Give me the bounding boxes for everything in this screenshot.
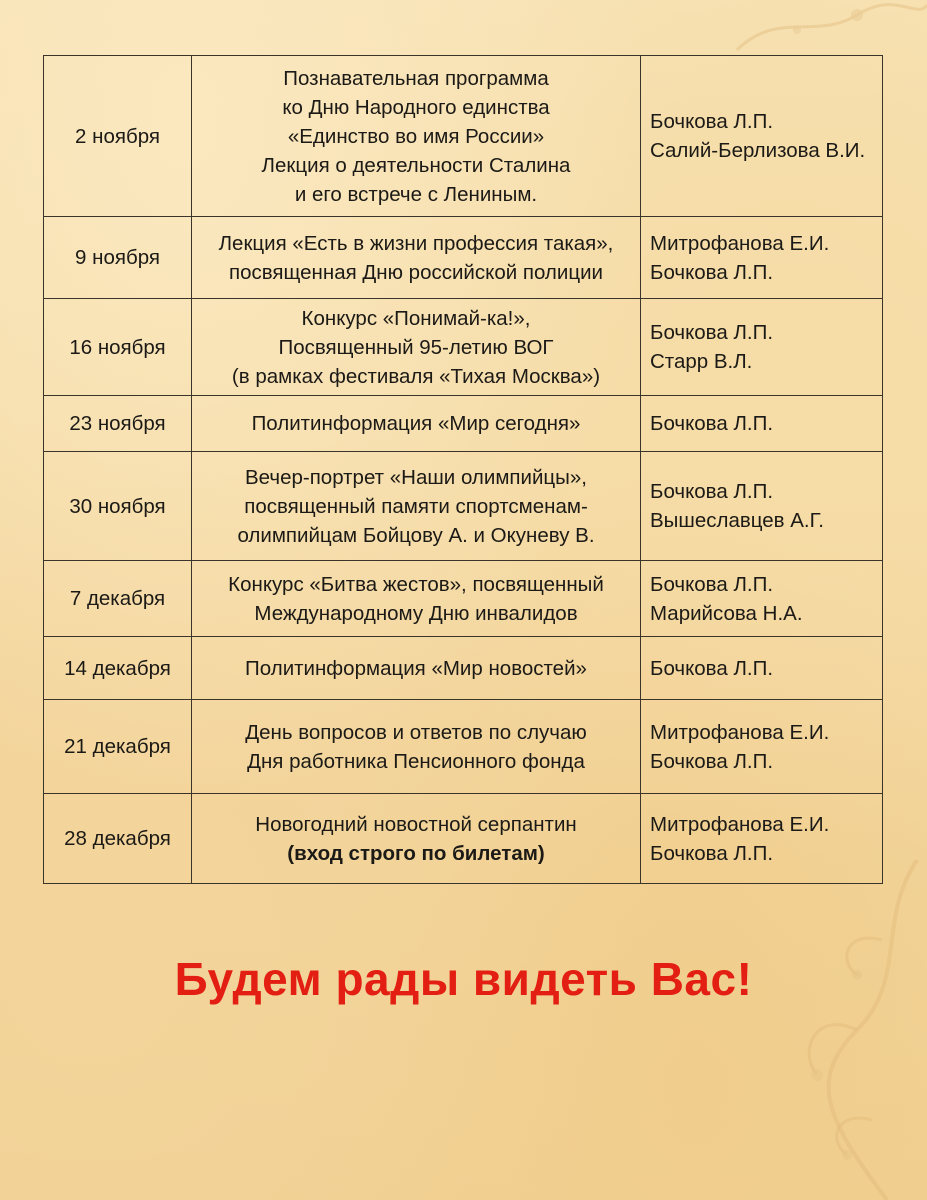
event-date: 7 декабря — [44, 561, 192, 637]
event-responsible — [641, 452, 883, 561]
closing-message: Будем рады видеть Вас! — [174, 953, 753, 1005]
responsible-name: Салий-Берлизова В.И. — [650, 139, 866, 162]
event-line: посвященный памяти спортсменам- — [244, 494, 588, 518]
event-line: посвященная Дню российской полиции — [229, 260, 603, 284]
event-date: 23 ноября — [44, 396, 192, 452]
responsible-name: Бочкова Л.П. — [650, 110, 774, 133]
event-description — [192, 299, 641, 396]
event-line: Новогодний новостной серпантин — [255, 812, 577, 836]
event-line: и его встрече с Лениным. — [294, 182, 538, 206]
event-description — [192, 637, 641, 700]
event-responsible — [641, 637, 883, 700]
responsible-name: Старр В.Л. — [650, 350, 753, 373]
event-responsible — [641, 56, 883, 217]
event-line: Политинформация «Мир новостей» — [245, 656, 587, 680]
event-line: Лекция о деятельности Сталина — [261, 153, 571, 177]
event-line: «Единство во имя России» — [287, 124, 545, 148]
event-line: Лекция «Есть в жизни профессия такая», — [218, 231, 614, 255]
table-row — [44, 561, 883, 637]
event-description — [192, 396, 641, 452]
schedule-body — [44, 56, 883, 884]
event-line: День вопросов и ответов по случаю — [245, 720, 587, 744]
event-responsible — [641, 299, 883, 396]
event-line: Посвященный 95-летию ВОГ — [278, 335, 554, 359]
event-responsible — [641, 217, 883, 299]
event-date: 14 декабря — [44, 637, 192, 700]
table-row — [44, 56, 883, 217]
responsible-name: Бочкова Л.П. — [650, 841, 774, 865]
floral-ornament-bottom-right — [707, 860, 927, 1200]
event-description — [192, 561, 641, 637]
event-responsible — [641, 561, 883, 637]
table-row — [44, 452, 883, 561]
event-line: Конкурс «Понимай-ка!», — [301, 306, 531, 330]
event-date: 9 ноября — [44, 217, 192, 299]
event-description — [192, 700, 641, 794]
event-line: Дня работника Пенсионного фонда — [247, 749, 585, 773]
responsible-name: Бочкова Л.П. — [650, 321, 774, 344]
responsible-name: Митрофанова Е.И. — [650, 812, 830, 836]
event-line: Вечер-портрет «Наши олимпийцы», — [245, 465, 587, 489]
table-row — [44, 794, 883, 884]
responsible-name: Бочкова Л.П. — [650, 412, 774, 435]
event-date: 2 ноября — [44, 56, 192, 217]
event-line: (в рамках фестиваля «Тихая Москва») — [231, 364, 601, 388]
responsible-name: Бочкова Л.П. — [650, 572, 774, 596]
event-description — [192, 794, 641, 884]
event-line: олимпийцам Бойцову А. и Окуневу В. — [237, 523, 595, 547]
event-description — [192, 217, 641, 299]
floral-ornament-top-right — [727, 0, 927, 60]
event-responsible — [641, 794, 883, 884]
table-row — [44, 217, 883, 299]
responsible-name: Марийсова Н.А. — [650, 601, 803, 625]
event-responsible — [641, 396, 883, 452]
responsible-name: Бочкова Л.П. — [650, 749, 774, 773]
responsible-name: Митрофанова Е.И. — [650, 231, 830, 255]
event-description — [192, 452, 641, 561]
event-line: Познавательная программа — [283, 66, 549, 90]
event-line: Международному Дню инвалидов — [254, 601, 578, 625]
responsible-name: Вышеславцев А.Г. — [650, 509, 824, 532]
responsible-name: Бочкова Л.П. — [650, 260, 774, 284]
event-date: 16 ноября — [44, 299, 192, 396]
event-date: 30 ноября — [44, 452, 192, 561]
table-row — [44, 299, 883, 396]
table-row — [44, 700, 883, 794]
responsible-name: Бочкова Л.П. — [650, 480, 774, 503]
event-line: Конкурс «Битва жестов», посвященный — [228, 572, 604, 596]
event-date: 28 декабря — [44, 794, 192, 884]
table-row — [44, 396, 883, 452]
schedule-table — [43, 55, 883, 884]
responsible-name: Бочкова Л.П. — [650, 656, 774, 680]
event-note: (вход строго по билетам) — [287, 841, 545, 865]
event-line: Политинформация «Мир сегодня» — [251, 412, 581, 435]
event-line: ко Дню Народного единства — [282, 95, 550, 119]
event-responsible — [641, 700, 883, 794]
table-row — [44, 637, 883, 700]
responsible-name: Митрофанова Е.И. — [650, 720, 830, 744]
event-date: 21 декабря — [44, 700, 192, 794]
event-description — [192, 56, 641, 217]
